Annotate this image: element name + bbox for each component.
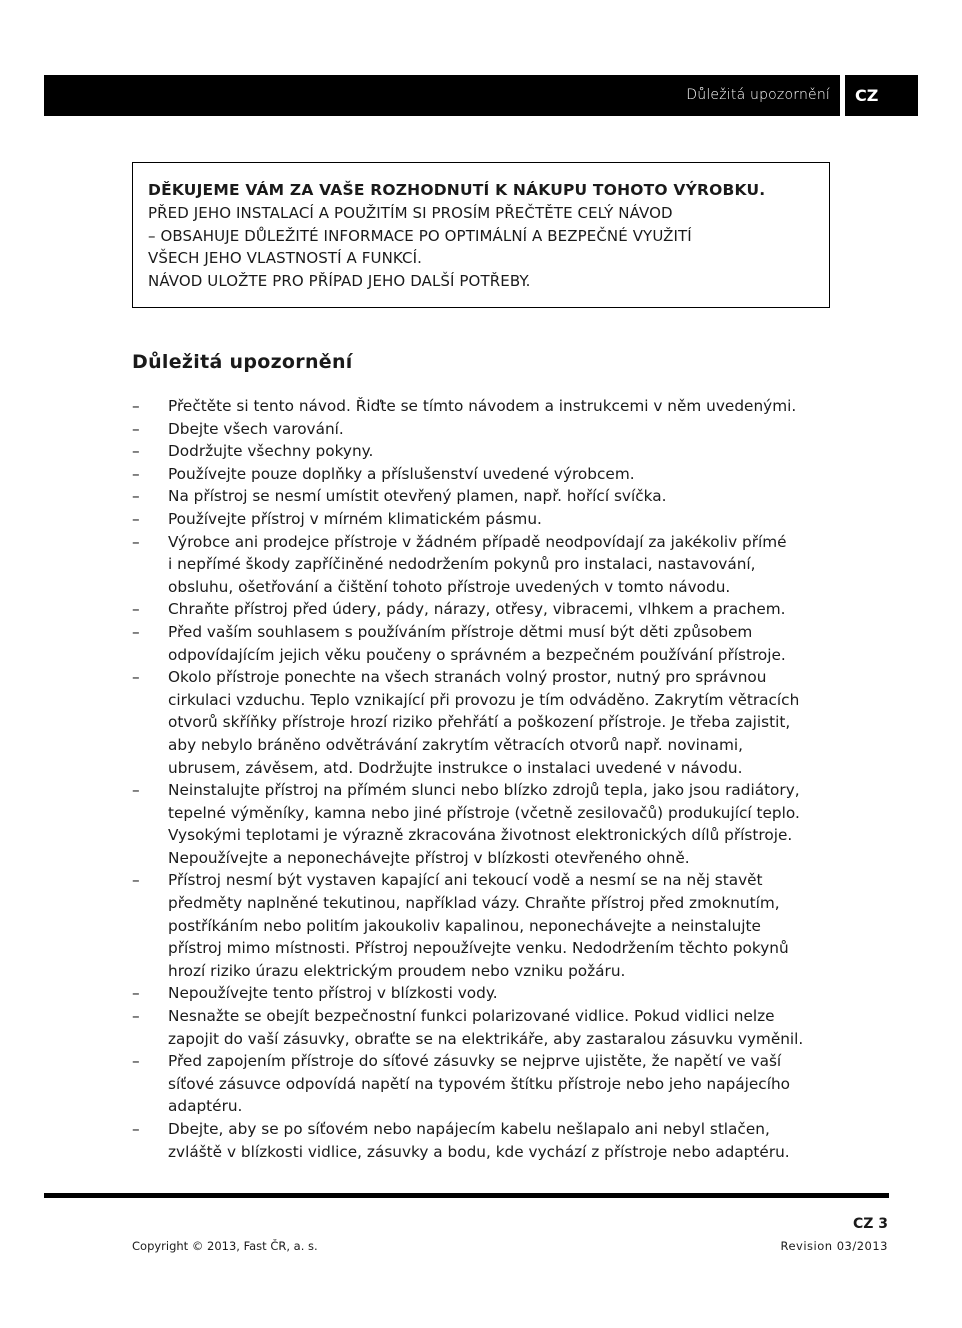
list-item-text: i nepřímé škody zapříčiněné nedodržením pokynů pro instalaci, nastavování, bbox=[168, 555, 756, 574]
header-bar bbox=[44, 75, 842, 116]
copyright: Copyright © 2013, Fast ČR, a. s. bbox=[132, 1239, 318, 1253]
list-item-text: Chraňte přístroj před údery, pády, nárazy, otřesy, vibracemi, vlhkem a prachem. bbox=[168, 600, 786, 619]
list-item bbox=[132, 666, 852, 779]
list-item bbox=[132, 982, 852, 1005]
list-item bbox=[132, 485, 852, 508]
list-item bbox=[132, 1005, 852, 1050]
list-item-text: obsluhu, ošetřování a čištění tohoto přístroje uvedených v tomto návodu. bbox=[168, 577, 731, 596]
list-item bbox=[132, 463, 852, 486]
header-divider bbox=[840, 75, 842, 116]
list-item-text: přístroj mimo místnosti. Přístroj nepoužívejte venku. Nedodržením těchto pokynů bbox=[168, 939, 789, 958]
list-item bbox=[132, 440, 852, 463]
bullet-dash: – bbox=[132, 509, 140, 528]
notice-title: DĚKUJEME VÁM ZA VAŠE ROZHODNUTÍ K NÁKUPU TOHOTO VÝROBKU. bbox=[148, 181, 766, 199]
list-item-text: Nesnažte se obejít bezpečnostní funkci polarizované vidlice. Pokud vidlici nelze bbox=[168, 1007, 775, 1026]
list-item-text: postříkáním nebo politím jakoukoliv kapalinou, neponechávejte a neinstalujte bbox=[168, 916, 761, 935]
list-item bbox=[132, 395, 852, 418]
list-item-text: Před zapojením přístroje do síťové zásuvky se nejprve ujistěte, že napětí ve vaší bbox=[168, 1052, 782, 1071]
bullet-dash: – bbox=[132, 419, 140, 438]
notice-line: PŘED JEHO INSTALACÍ A POUŽITÍM SI PROSÍM PŘEČTĚTE CELÝ NÁVOD bbox=[148, 204, 673, 222]
list-item bbox=[132, 621, 852, 666]
list-item-text: Na přístroj se nesmí umístit otevřený plamen, např. hořící svíčka. bbox=[168, 487, 667, 506]
list-item bbox=[132, 869, 852, 982]
bullet-dash: – bbox=[132, 1052, 140, 1071]
header-language-tab: CZ bbox=[845, 75, 918, 116]
footer-divider bbox=[44, 1193, 889, 1198]
list-item-text: Přístroj nesmí být vystaven kapající ani tekoucí vodě a nesmí se na něj stavět bbox=[168, 871, 763, 890]
list-item-text: zapojit do vaší zásuvky, obraťte se na elektrikáře, aby zastaralou zásuvku vyměnil. bbox=[168, 1029, 804, 1048]
list-item bbox=[132, 779, 852, 869]
bullet-dash: – bbox=[132, 532, 140, 551]
list-item-text: otvorů skříňky přístroje hrozí riziko přehřátí a poškození přístroje. Je třeba zajistit, bbox=[168, 713, 791, 732]
revision: Revision 03/2013 bbox=[780, 1239, 888, 1253]
list-item-text: aby nebylo bráněno odvětrávání zakrytím větracích otvorů např. novinami, bbox=[168, 735, 743, 754]
list-item-text: předměty naplněné tekutinou, například vázy. Chraňte přístroj před zmoknutím, bbox=[168, 894, 780, 913]
list-item bbox=[132, 418, 852, 441]
bullet-dash: – bbox=[132, 984, 140, 1003]
list-item-text: Dbejte všech varování. bbox=[168, 419, 344, 438]
bullet-dash: – bbox=[132, 668, 140, 687]
notice-line: – OBSAHUJE DŮLEŽITÉ INFORMACE PO OPTIMÁLNÍ A BEZPEČNÉ VYUŽITÍ bbox=[148, 226, 692, 245]
list-item-text: adaptéru. bbox=[168, 1097, 243, 1116]
section-title: Důležitá upozornění bbox=[132, 351, 353, 373]
list-item bbox=[132, 598, 852, 621]
bullet-dash: – bbox=[132, 1007, 140, 1026]
list-item-text: Přečtěte si tento návod. Řiďte se tímto návodem a instrukcemi v něm uvedenými. bbox=[168, 397, 797, 415]
bullet-dash: – bbox=[132, 622, 140, 641]
list-item-text: Před vaším souhlasem s používáním přístroje dětmi musí být děti způsobem bbox=[168, 622, 753, 641]
header-title: Důležitá upozornění bbox=[686, 87, 830, 103]
list-item-text: Nepoužívejte tento přístroj v blízkosti vody. bbox=[168, 984, 498, 1003]
list-item-text: Vysokými teplotami je výrazně zkracována životnost elektronických dílů přístroje. bbox=[168, 826, 793, 845]
bullet-dash: – bbox=[132, 781, 140, 800]
list-item-text: hrozí riziko úrazu elektrickým proudem nebo vzniku požáru. bbox=[168, 961, 626, 980]
list-item-text: ubrusem, závěsem, atd. Dodržujte instrukce o instalaci uvedené v návodu. bbox=[168, 758, 743, 777]
list-item bbox=[132, 1050, 852, 1118]
bullet-dash: – bbox=[132, 464, 140, 483]
notice-box bbox=[132, 162, 830, 308]
list-item-text: Používejte pouze doplňky a příslušenství uvedené výrobcem. bbox=[168, 464, 635, 483]
warning-list bbox=[132, 395, 852, 1163]
bullet-dash: – bbox=[132, 397, 140, 415]
list-item-text: Neinstalujte přístroj na přímém slunci nebo blízko zdrojů tepla, jako jsou radiátory, bbox=[168, 781, 800, 800]
bullet-dash: – bbox=[132, 487, 140, 506]
list-item-text: zvláště v blízkosti vidlice, zásuvky a bodu, kde vychází z přístroje nebo adaptéru. bbox=[168, 1142, 790, 1161]
list-item bbox=[132, 508, 852, 531]
list-item-text: Dodržujte všechny pokyny. bbox=[168, 442, 374, 461]
list-item-text: tepelné výměníky, kamna nebo jiné přístroje (včetně zesilovačů) produkující teplo. bbox=[168, 803, 800, 822]
list-item-text: Okolo přístroje ponechte na všech stranách volný prostor, nutný pro správnou bbox=[168, 668, 767, 687]
list-item-text: Používejte přístroj v mírném klimatickém pásmu. bbox=[168, 509, 542, 528]
list-item-text: Nepoužívejte a neponechávejte přístroj v blízkosti otevřeného ohně. bbox=[168, 848, 690, 867]
list-item-text: Dbejte, aby se po síťovém nebo napájecím kabelu nešlapalo ani nebyl stlačen, bbox=[168, 1120, 770, 1138]
list-item bbox=[132, 1118, 852, 1163]
list-item-text: cirkulaci vzduchu. Teplo vznikající při provozu je tím odváděno. Zakrytím větracích bbox=[168, 690, 800, 709]
page-number: CZ 3 bbox=[852, 1216, 888, 1232]
list-item bbox=[132, 531, 852, 599]
bullet-dash: – bbox=[132, 1120, 140, 1138]
list-item-text: odpovídajícím jejich věku poučeny o správném a bezpečném používání přístroje. bbox=[168, 645, 786, 664]
list-item-text: Výrobce ani prodejce přístroje v žádném případě neodpovídají za jakékoliv přímé bbox=[168, 532, 787, 551]
notice-line: NÁVOD ULOŽTE PRO PŘÍPAD JEHO DALŠÍ POTŘEBY. bbox=[148, 271, 531, 290]
bullet-dash: – bbox=[132, 871, 140, 890]
notice-line: VŠECH JEHO VLASTNOSTÍ A FUNKCÍ. bbox=[148, 249, 422, 268]
list-item-text: síťové zásuvce odpovídá napětí na typovém štítku přístroje nebo jeho napájecího bbox=[168, 1074, 791, 1093]
bullet-dash: – bbox=[132, 600, 140, 619]
bullet-dash: – bbox=[132, 442, 140, 461]
